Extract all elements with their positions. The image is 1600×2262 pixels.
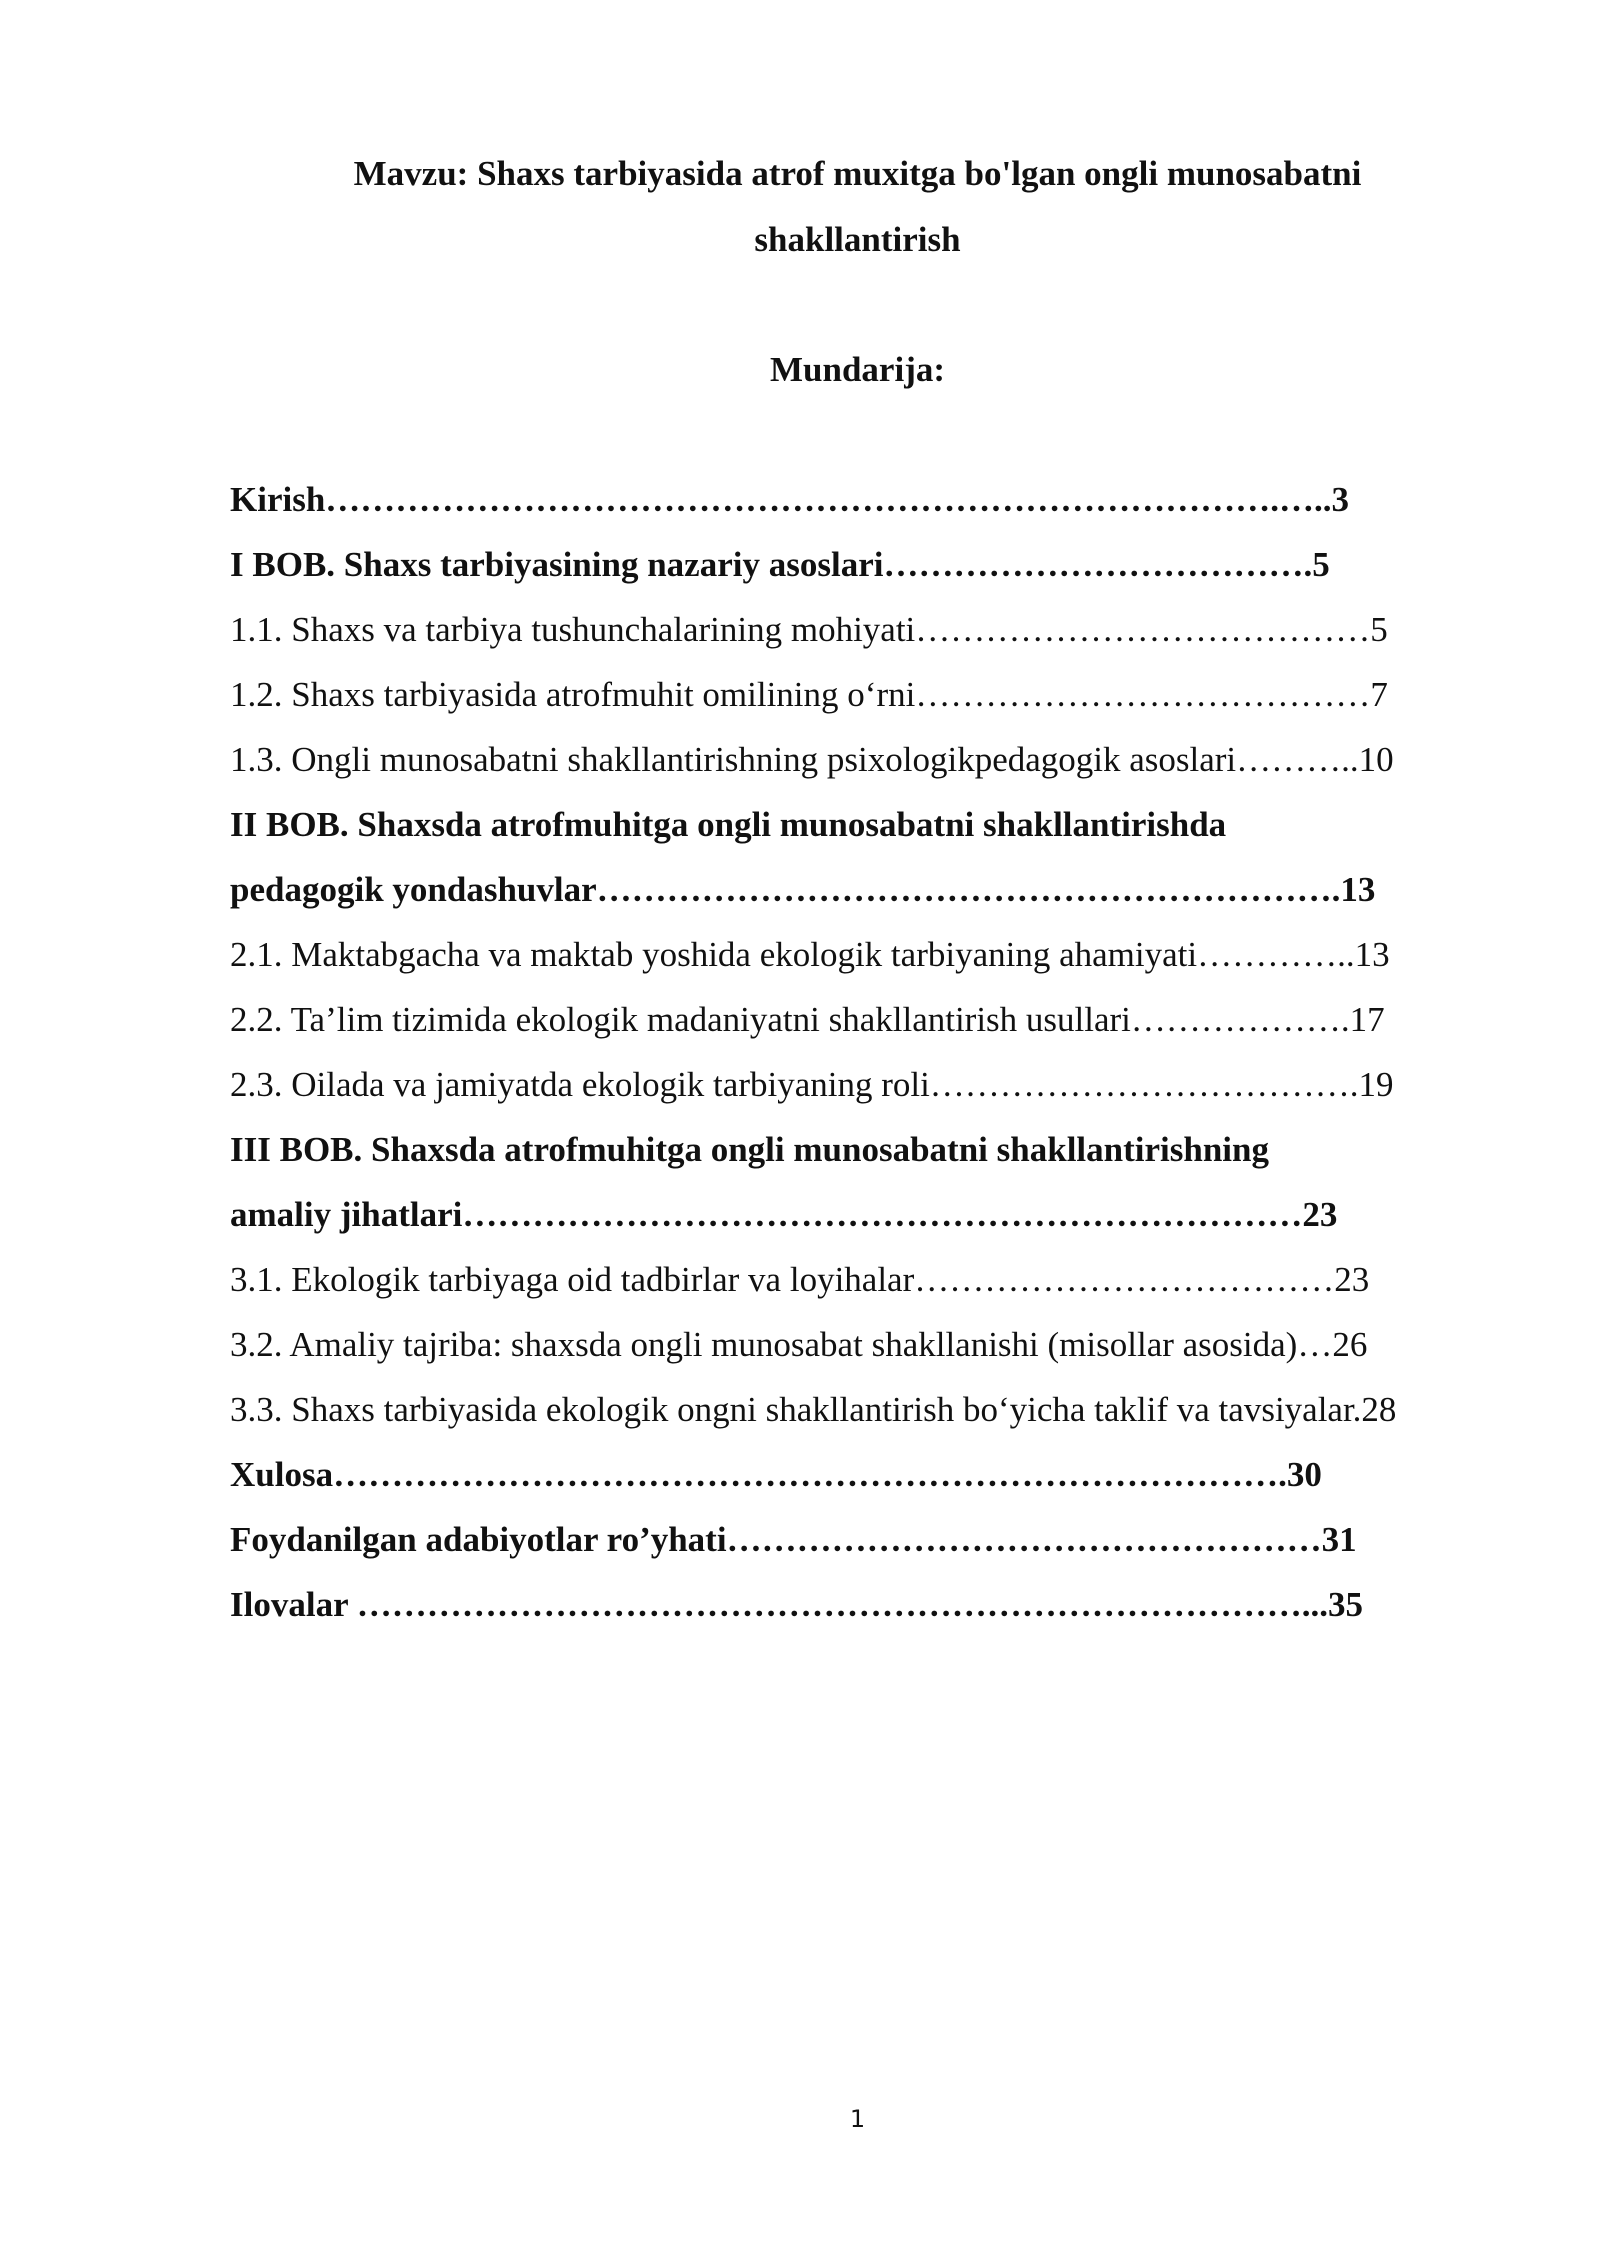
toc-entry: I BOB. Shaxs tarbiyasining nazariy asoslari……………………………….5 (230, 545, 1330, 584)
toc-entry: II BOB. Shaxsda atrofmuhitga ongli munosabatni shakllantirishda (230, 805, 1227, 844)
document-title-line-2: shakllantirish (754, 220, 961, 259)
toc-entry: Kirish……………………………………………………………………….…..3 (230, 480, 1350, 519)
toc-entry: pedagogik yondashuvlar……………………………………………………….13 (230, 870, 1376, 909)
toc-entry: amaliy jihatlari………………………………………………………………23 (230, 1195, 1338, 1234)
toc-entry: 3.3. Shaxs tarbiyasida ekologik ongni shakllantirish boʻyicha taklif va tavsiyalar.28 (230, 1390, 1397, 1429)
toc-entry: 1.1. Shaxs va tarbiya tushunchalarining mohiyati…………………………………5 (230, 610, 1388, 649)
toc-entry: Xulosa……………………………………………………………………….30 (230, 1455, 1322, 1494)
document-title-line-1: Mavzu: Shaxs tarbiyasida atrof muxitga bo'lgan ongli munosabatni (353, 154, 1362, 193)
toc-entry: 2.3. Oilada va jamiyatda ekologik tarbiyaning roli……………………………….19 (230, 1065, 1394, 1104)
toc-entry: 1.3. Ongli munosabatni shakllantirishning psixologikpedagogik asoslari………..10 (230, 740, 1394, 779)
toc-entry: 3.1. Ekologik tarbiyaga oid tadbirlar va loyihalar………………………………23 (230, 1260, 1370, 1299)
toc-entry: 3.2. Amaliy tajriba: shaxsda ongli munosabat shakllanishi (misollar asosida)…26 (230, 1325, 1368, 1364)
toc-entry: Foydanilgan adabiyotlar ro’yhati……………………………………………31 (230, 1520, 1357, 1559)
page-number: 1 (849, 2105, 866, 2133)
toc-entry: III BOB. Shaxsda atrofmuhitga ongli munosabatni shakllantirishning (230, 1130, 1269, 1169)
contents-heading: Mundarija: (770, 350, 945, 389)
toc-entry: 2.1. Maktabgacha va maktab yoshida ekologik tarbiyaning ahamiyati…………..13 (230, 935, 1390, 974)
toc-entry: 1.2. Shaxs tarbiyasida atrofmuhit omilining oʻrni…………………………………7 (230, 675, 1388, 714)
table-of-contents (230, 480, 1530, 1650)
toc-entry: 2.2. Ta’lim tizimida ekologik madaniyatni shakllantirish usullari……………….17 (230, 1000, 1385, 1039)
toc-entry: Ilovalar ………………………………………………………………………...35 (230, 1585, 1363, 1624)
